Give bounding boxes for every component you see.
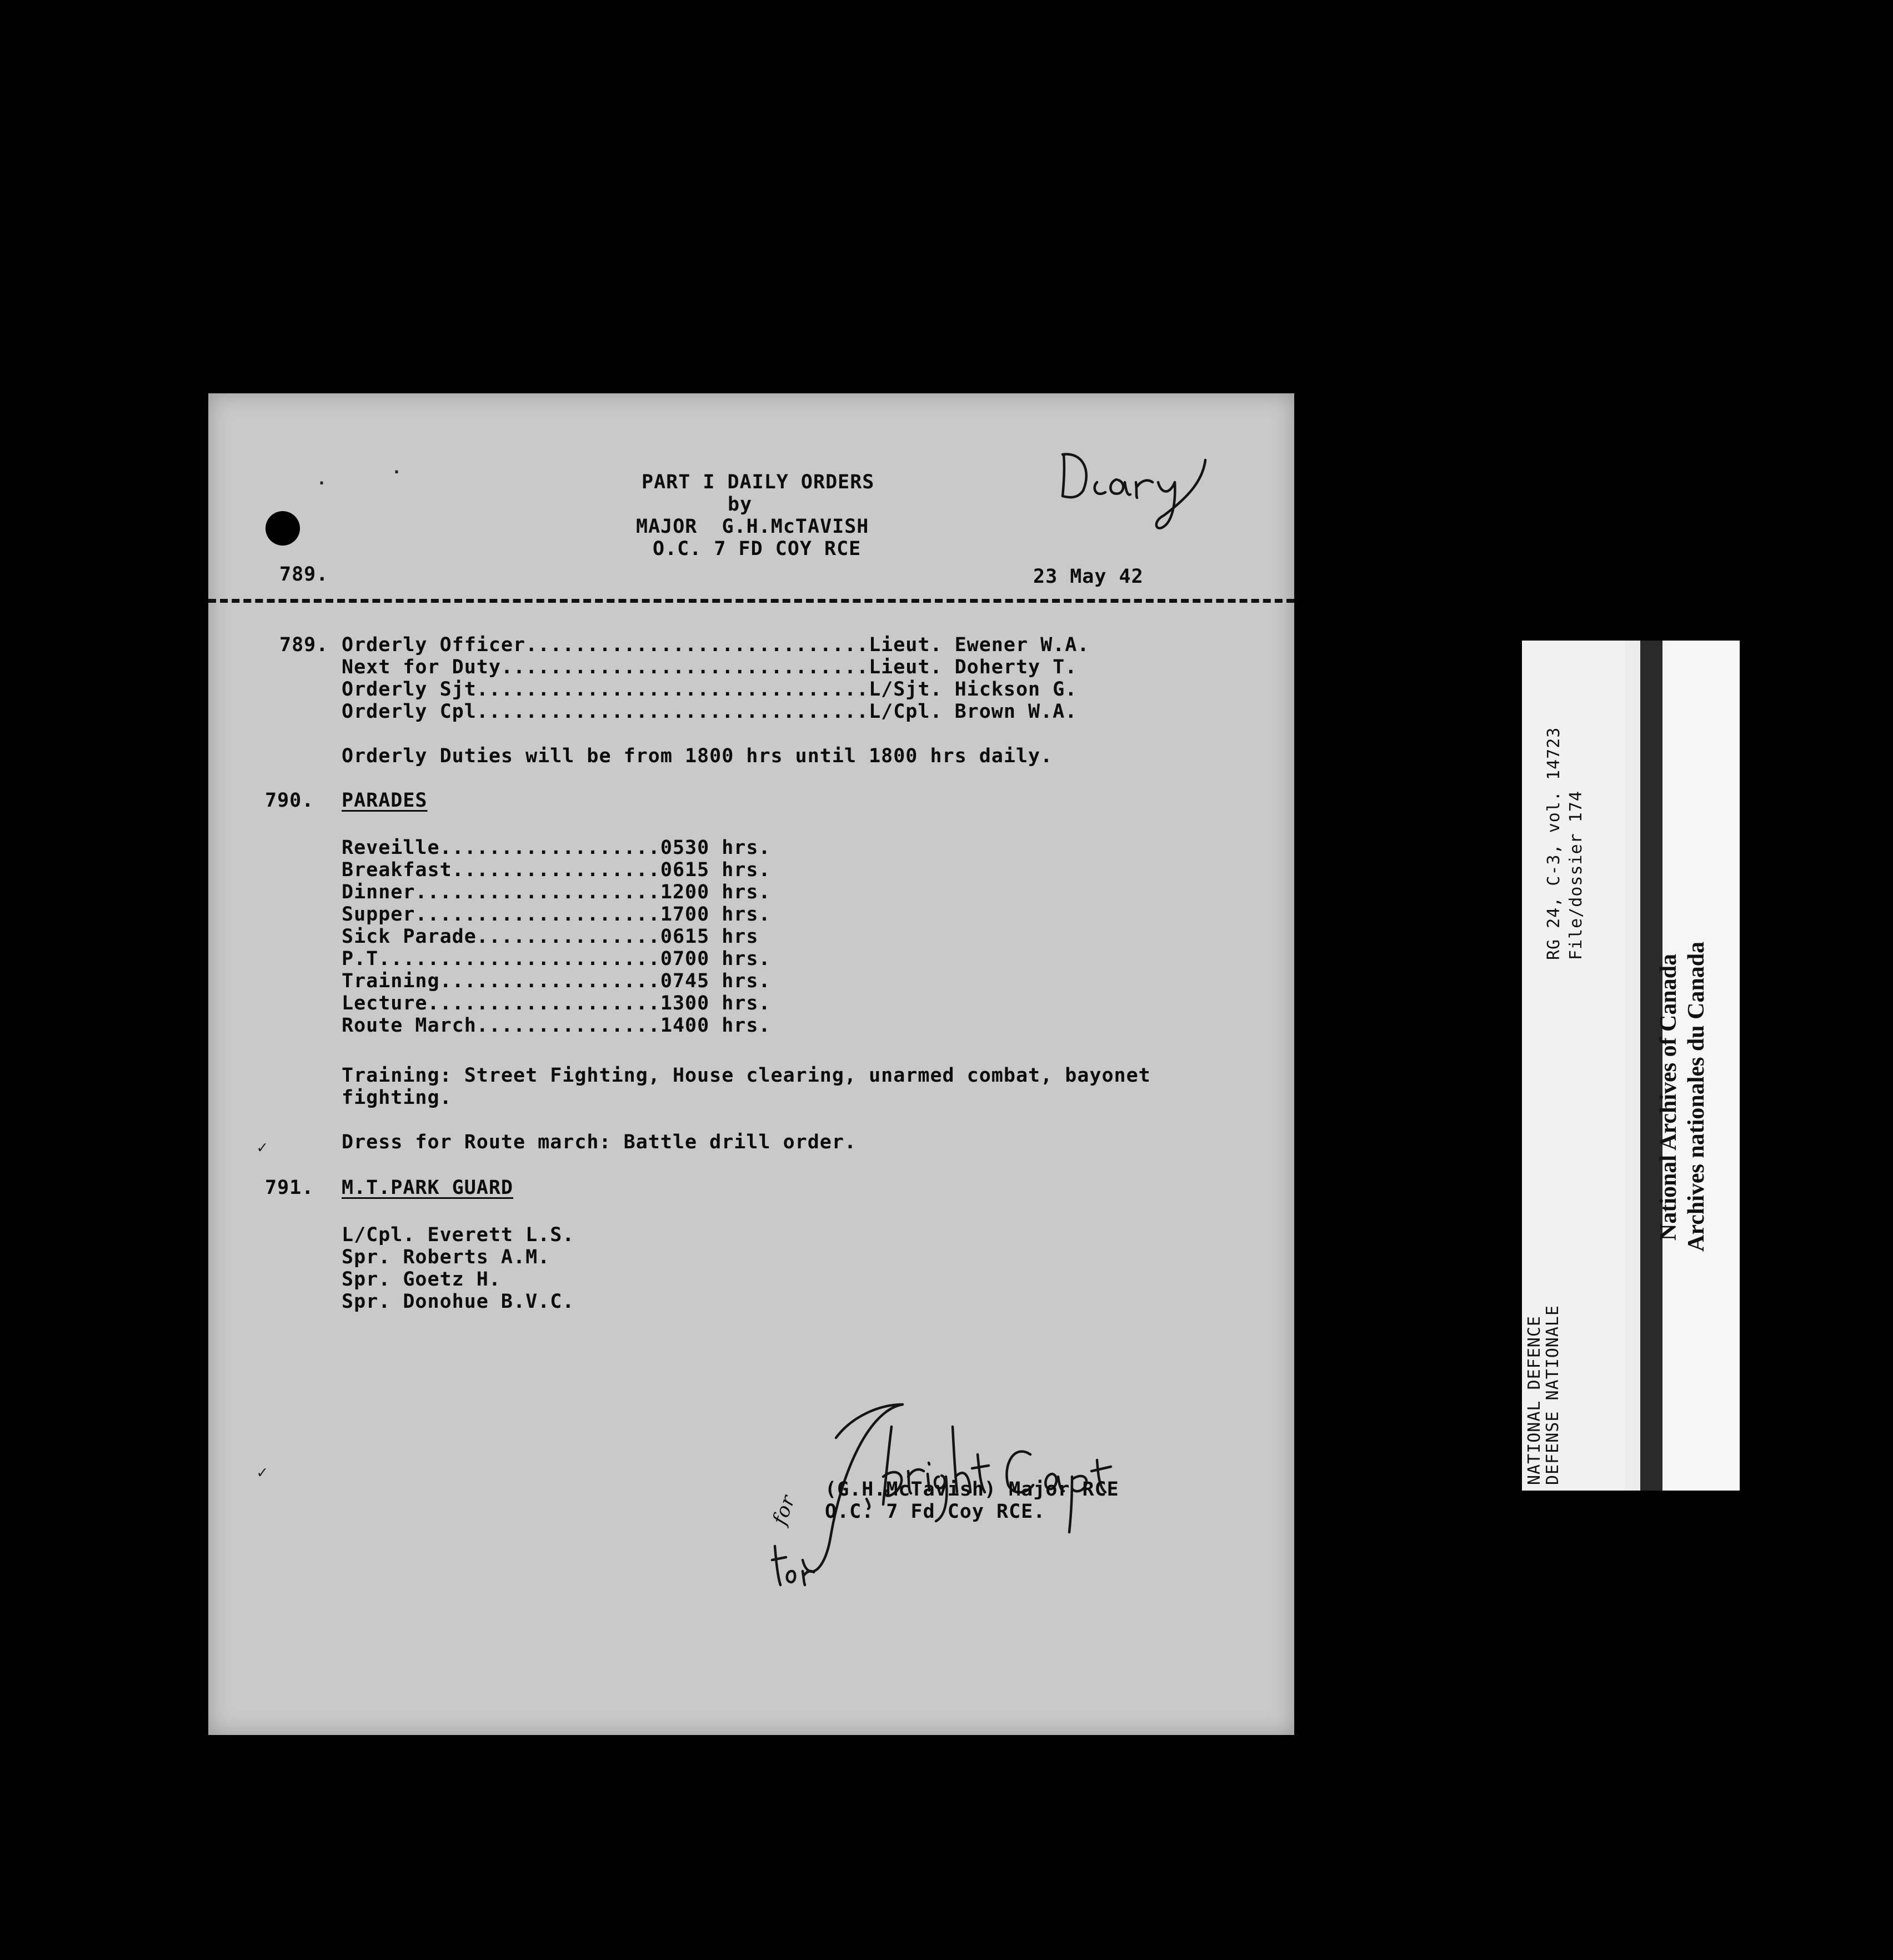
parades-heading: PARADES xyxy=(342,789,428,812)
speck: ✓ xyxy=(257,1463,268,1482)
order-number: 789. xyxy=(279,563,329,586)
parade-row xyxy=(342,881,771,903)
leader-dots: ................................ xyxy=(476,678,869,701)
parade-time: 0615 hrs. xyxy=(660,859,771,881)
department-name-en: NATIONAL DEFENCE xyxy=(1525,1316,1544,1485)
parade-name: Dinner xyxy=(342,881,415,903)
duty-assignee: Lieut. Doherty T. xyxy=(869,656,1078,678)
training-note: Training: Street Fighting, House clearing, unarmed combat, bayonet xyxy=(342,1064,1151,1087)
parade-time: 1700 hrs. xyxy=(660,903,771,926)
leader-dots: ................... xyxy=(427,992,660,1014)
duty-row xyxy=(342,634,1089,656)
for-prefix-handwriting: for xyxy=(768,1492,800,1528)
header-by: by xyxy=(728,493,753,516)
parade-row xyxy=(342,970,771,992)
header-separator xyxy=(208,599,1294,603)
training-note-continued: fighting. xyxy=(342,1087,452,1109)
leader-dots: .................... xyxy=(415,881,660,903)
section-number-791: 791. xyxy=(265,1177,314,1199)
leader-dots: ................. xyxy=(452,859,660,881)
signatory-name: (G.H.McTavish) Major RCE xyxy=(825,1478,1119,1501)
leader-dots: ................................ xyxy=(476,701,869,723)
duty-row xyxy=(342,678,1077,701)
guard-member: L/Cpl. Everett L.S. xyxy=(342,1224,575,1246)
guard-heading: M.T.PARK GUARD xyxy=(342,1177,514,1199)
section-number-789: 789. xyxy=(279,634,329,656)
archive-reference-line1: RG 24, C-3, vol. 14723 xyxy=(1544,727,1564,960)
parade-name: Training xyxy=(342,970,440,992)
guard-member: Spr. Roberts A.M. xyxy=(342,1246,550,1268)
duty-name: Orderly Officer xyxy=(342,634,526,656)
duty-name: Orderly Cpl xyxy=(342,701,477,723)
leader-dots: .................. xyxy=(439,970,660,992)
duty-assignee: L/Cpl. Brown W.A. xyxy=(869,701,1078,723)
parade-time: 1300 hrs. xyxy=(660,992,771,1014)
parade-name: Sick Parade xyxy=(342,926,477,948)
archives-name-fr: Archives nationales du Canada xyxy=(1684,941,1709,1252)
header-unit: O.C. 7 FD COY RCE xyxy=(653,538,862,560)
parade-time: 1200 hrs. xyxy=(660,881,771,903)
parade-time: 1400 hrs. xyxy=(660,1014,771,1037)
order-date: 23 May 42 xyxy=(1033,566,1144,588)
parade-time: 0615 hrs xyxy=(660,926,759,948)
archives-name-en: National Archives of Canada xyxy=(1656,953,1681,1241)
leader-dots: .................... xyxy=(415,903,660,926)
document-page xyxy=(208,393,1294,1735)
parade-row xyxy=(342,859,771,881)
parade-time: 0745 hrs. xyxy=(660,970,771,992)
archive-reference-line2: File/dossier 174 xyxy=(1566,791,1586,960)
parade-name: Supper xyxy=(342,903,415,926)
leader-dots: .............................. xyxy=(500,656,869,678)
leader-dots: ....................... xyxy=(378,948,660,970)
leader-dots: .................. xyxy=(439,837,660,859)
parade-name: P.T xyxy=(342,948,379,970)
dress-note: Dress for Route march: Battle drill order. xyxy=(342,1131,857,1153)
speck: · xyxy=(392,463,402,482)
diary-annotation-handwriting xyxy=(1053,438,1219,516)
leader-dots: ............... xyxy=(476,1014,660,1037)
parade-time: 0700 hrs. xyxy=(660,948,771,970)
duty-assignee: Lieut. Ewener W.A. xyxy=(869,634,1090,656)
header-issuer: MAJOR G.H.McTAVISH xyxy=(636,516,869,538)
parade-row xyxy=(342,992,771,1014)
parade-row xyxy=(342,926,758,948)
speck: · xyxy=(317,474,327,493)
department-name-fr: DEFENSE NATIONALE xyxy=(1543,1304,1563,1485)
leader-dots: ............... xyxy=(476,926,660,948)
signatory-unit: O.C. 7 Fd Coy RCE. xyxy=(825,1501,1046,1523)
guard-member: Spr. Goetz H. xyxy=(342,1268,501,1291)
archive-label-strip xyxy=(1522,641,1740,1491)
duty-assignee: L/Sjt. Hickson G. xyxy=(869,678,1078,701)
parade-row xyxy=(342,837,771,859)
duty-name: Orderly Sjt xyxy=(342,678,477,701)
parade-name: Lecture xyxy=(342,992,428,1014)
parade-name: Reveille xyxy=(342,837,440,859)
parade-row xyxy=(342,903,771,926)
parade-name: Breakfast xyxy=(342,859,452,881)
guard-member: Spr. Donohue B.V.C. xyxy=(342,1291,575,1313)
speck: ✓ xyxy=(257,1138,268,1157)
leader-dots: ............................ xyxy=(525,634,869,656)
duty-hours-note: Orderly Duties will be from 1800 hrs until 1800 hrs daily. xyxy=(342,745,1053,767)
header-title: PART I DAILY ORDERS xyxy=(642,471,875,493)
duty-row xyxy=(342,656,1077,678)
punch-hole xyxy=(266,511,300,546)
duty-row xyxy=(342,701,1077,723)
parade-time: 0530 hrs. xyxy=(660,837,771,859)
parade-row xyxy=(342,1014,771,1037)
duty-name: Next for Duty xyxy=(342,656,501,678)
parade-row xyxy=(342,948,771,970)
parade-name: Route March xyxy=(342,1014,477,1037)
section-number-790: 790. xyxy=(265,789,314,812)
